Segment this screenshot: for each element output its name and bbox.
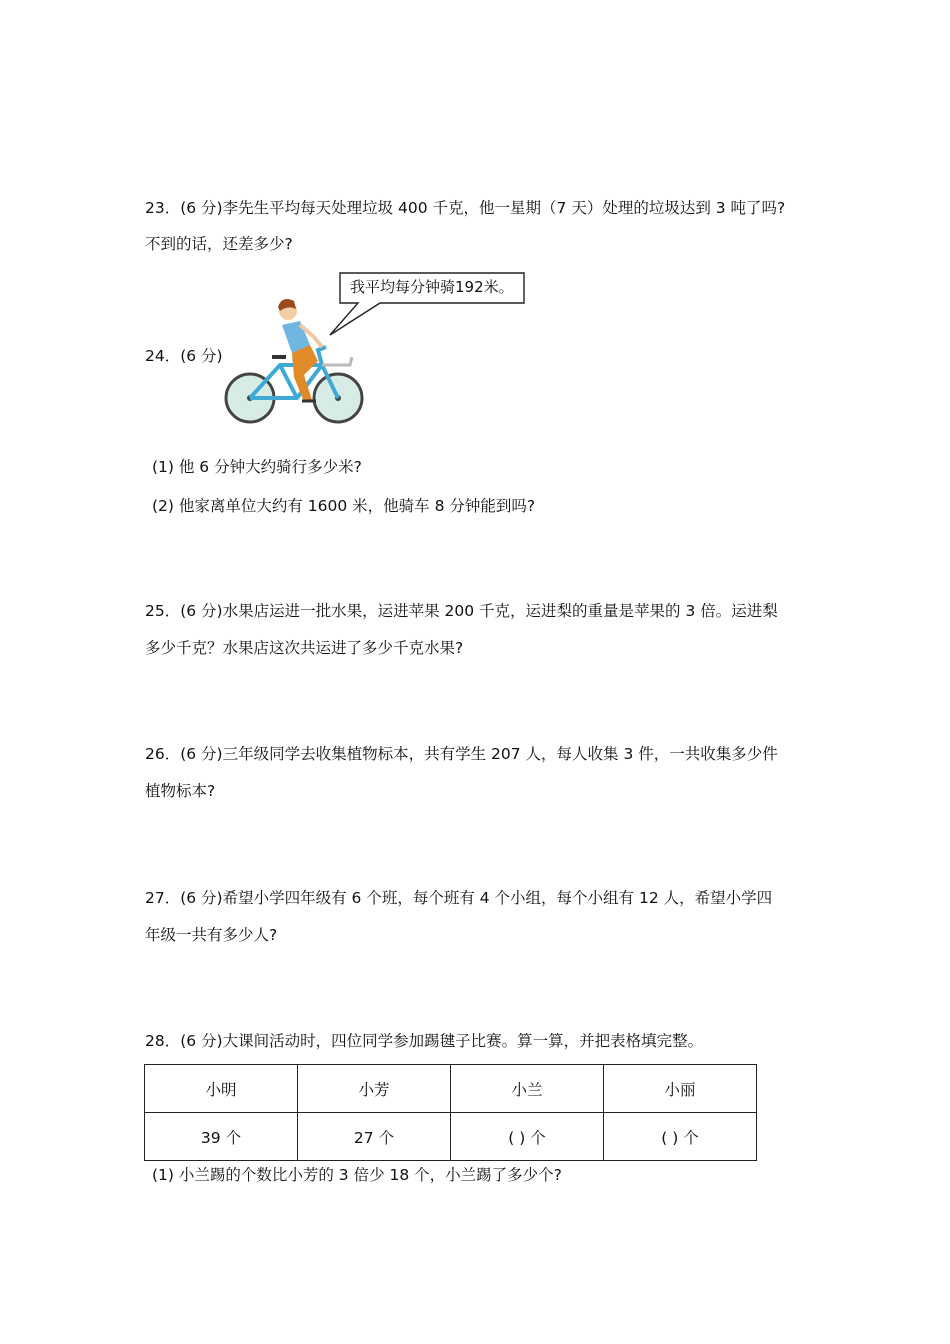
speech-text: 我平均每分钟骑192米。 [350,278,514,296]
q23-line1: 23．(6 分)李先生平均每天处理垃圾 400 千克，他一星期（7 天）处理的垃圾达到 3 吨了吗? [145,199,786,217]
q26-line1: 26．(6 分)三年级同学去收集植物标本，共有学生 207 人，每人收集 3 件，一共收集多少件 [145,745,778,763]
header-cell: 小兰 [451,1065,604,1113]
cyclist-illustration [222,265,532,430]
q23-line2: 不到的话，还差多少? [145,235,293,253]
header-cell: 小明 [145,1065,298,1113]
q27-line1: 27．(6 分)希望小学四年级有 6 个班，每个班有 4 个小组，每个小组有 12 人，希望小学四 [145,889,773,907]
q24-sub1: (1) 他 6 分钟大约骑行多少米? [152,458,362,476]
value-cell: 27 个 [298,1113,451,1161]
blank-value-cell[interactable]: ( ) 个 [604,1113,757,1161]
q25-line2: 多少千克？水果店这次共运进了多少千克水果? [145,639,464,657]
q26-line2: 植物标本? [145,782,216,800]
speech-bubble [330,273,524,335]
q25-line1: 25．(6 分)水果店运进一批水果，运进苹果 200 千克，运进梨的重量是苹果的 3 倍。运进梨 [145,602,778,620]
table-row [145,1113,757,1161]
table-row [145,1065,757,1113]
q28-sub1: (1) 小兰踢的个数比小芳的 3 倍少 18 个，小兰踢了多少个? [152,1166,562,1184]
q24-label: 24．(6 分) [145,347,223,365]
score-table [144,1064,757,1161]
q28-line1: 28．(6 分)大课间活动时，四位同学参加踢毽子比赛。算一算，并把表格填完整。 [145,1032,704,1050]
header-cell: 小芳 [298,1065,451,1113]
q24-sub2: (2) 他家离单位大约有 1600 米，他骑车 8 分钟能到吗? [152,497,536,515]
value-cell: 39 个 [145,1113,298,1161]
q27-line2: 年级一共有多少人? [145,926,278,944]
blank-value-cell[interactable]: ( ) 个 [451,1113,604,1161]
header-cell: 小丽 [604,1065,757,1113]
